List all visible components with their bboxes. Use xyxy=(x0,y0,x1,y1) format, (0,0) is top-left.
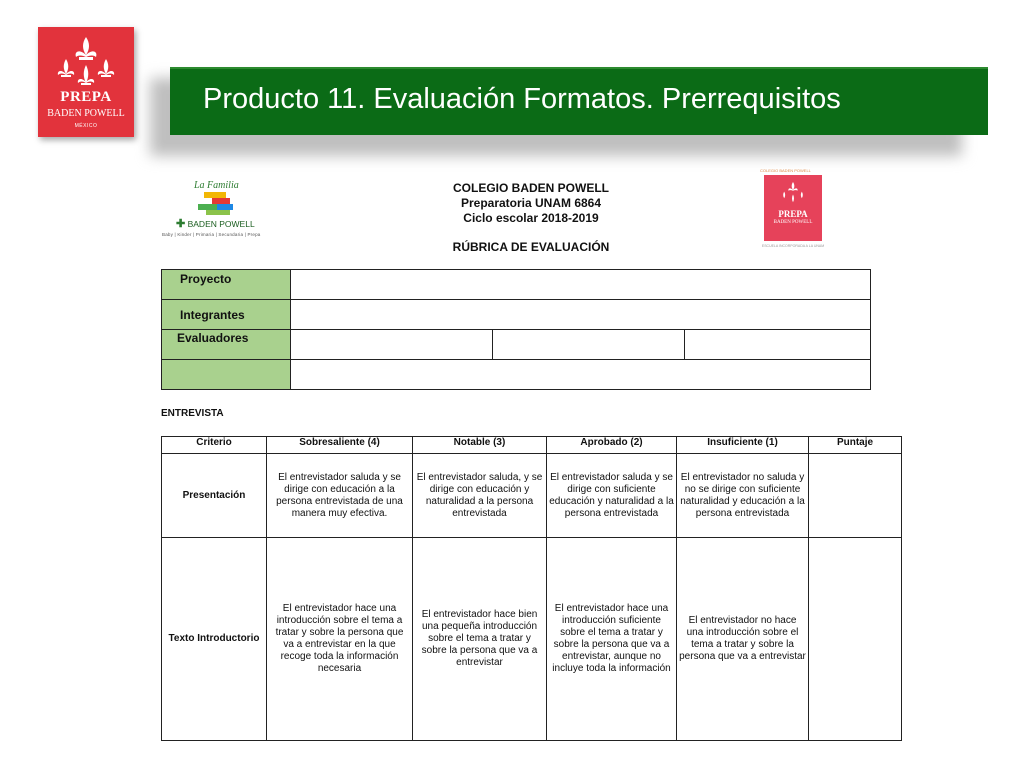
prepa-small-subtitle: BADEN POWELL xyxy=(773,220,813,225)
prepa-small-logo xyxy=(756,168,828,256)
page-title: Producto 11. Evaluación Formatos. Prerrequisitos xyxy=(203,83,841,115)
section-label: ENTREVISTA xyxy=(161,408,224,419)
school-name: COLEGIO BADEN POWELL xyxy=(453,181,609,195)
prepa-logo xyxy=(38,27,134,137)
baden-powell-logo xyxy=(162,180,272,242)
input-extra[interactable] xyxy=(291,360,871,390)
logo-country: MÉXICO xyxy=(74,123,98,129)
logo-title: PREPA xyxy=(60,89,112,105)
prepa-small-box xyxy=(764,175,822,241)
label-proyecto: Proyecto xyxy=(162,270,291,300)
rubric-title: RÚBRICA DE EVALUACIÓN xyxy=(452,240,610,254)
criterio-cell: Presentación xyxy=(162,454,267,538)
input-evaluador-1[interactable] xyxy=(291,330,493,360)
info-table xyxy=(161,269,871,390)
prepa-small-top: COLEGIO BADEN POWELL xyxy=(760,168,811,173)
label-empty xyxy=(162,360,291,390)
input-integrantes[interactable] xyxy=(291,300,871,330)
bp-logo-levels: Baby | Kinder | Primaria | Secundaria | Prepa xyxy=(162,232,261,237)
table-row xyxy=(162,360,871,390)
table-row xyxy=(162,538,902,741)
school-program: Preparatoria UNAM 6864 xyxy=(460,196,602,210)
rubric-table xyxy=(161,436,902,741)
header-criterio: Criterio xyxy=(162,437,267,454)
cross-icon: ✚ xyxy=(176,218,186,230)
logo-subtitle: BADEN POWELL xyxy=(47,108,125,119)
header-insuficiente: Insuficiente (1) xyxy=(677,437,809,454)
label-integrantes: Integrantes xyxy=(162,300,291,330)
title-banner xyxy=(170,67,988,135)
table-row xyxy=(162,454,902,538)
puntaje-cell[interactable] xyxy=(809,454,902,538)
fleur-de-lis-icon xyxy=(52,35,120,89)
prepa-small-bottom: ESCUELA INCORPORADA A LA UNAM xyxy=(761,244,825,248)
criterio-cell: Texto Introductorio xyxy=(162,538,267,741)
fleur-de-lis-icon xyxy=(778,179,808,207)
rubric-cell: El entrevistador no saluda y no se dirige con suficiente naturalidad y educación a la persona entrevistada xyxy=(677,454,809,538)
school-year: Ciclo escolar 2018-2019 xyxy=(463,211,599,225)
bp-logo-name xyxy=(176,217,255,230)
rubric-cell: El entrevistador saluda, y se dirige con educación y naturalidad a la persona entrevistada xyxy=(413,454,547,538)
rubric-cell: El entrevistador no hace una introducción sobre el tema a tratar y sobre la persona que va a entrevistar xyxy=(677,538,809,741)
rubric-cell: El entrevistador hace una introducción suficiente sobre el tema a tratar y sobre la persona que va a entrevistar, aunque no incluye toda la información xyxy=(547,538,677,741)
rubric-cell: El entrevistador saluda y se dirige con educación a la persona entrevistada de una manera muy efectiva. xyxy=(267,454,413,538)
input-evaluador-3[interactable] xyxy=(685,330,871,360)
logo-block xyxy=(206,210,230,215)
table-row xyxy=(162,300,871,330)
rubric-cell: El entrevistador hace una introducción sobre el tema a tratar y sobre la persona que va a entrevistar en la que recoge toda la información necesaria xyxy=(267,538,413,741)
bp-logo-script: La Familia xyxy=(194,180,239,191)
school-header xyxy=(400,181,662,226)
table-row xyxy=(162,330,871,360)
rubric-cell: El entrevistador hace bien una pequeña introducción sobre el tema a tratar y sobre la persona que va a entrevistar xyxy=(413,538,547,741)
label-evaluadores: Evaluadores xyxy=(162,330,291,360)
input-evaluador-2[interactable] xyxy=(493,330,685,360)
input-proyecto[interactable] xyxy=(291,270,871,300)
puntaje-cell[interactable] xyxy=(809,538,902,741)
prepa-small-title: PREPA xyxy=(778,209,808,219)
header-sobresaliente: Sobresaliente (4) xyxy=(267,437,413,454)
header-notable: Notable (3) xyxy=(413,437,547,454)
table-header-row xyxy=(162,437,902,454)
table-row xyxy=(162,270,871,300)
header-puntaje: Puntaje xyxy=(809,437,902,454)
bp-logo-name-text: BADEN POWELL xyxy=(187,219,255,229)
rubric-cell: El entrevistador saluda y se dirige con suficiente educación y naturalidad a la persona entrevistada xyxy=(547,454,677,538)
header-aprobado: Aprobado (2) xyxy=(547,437,677,454)
